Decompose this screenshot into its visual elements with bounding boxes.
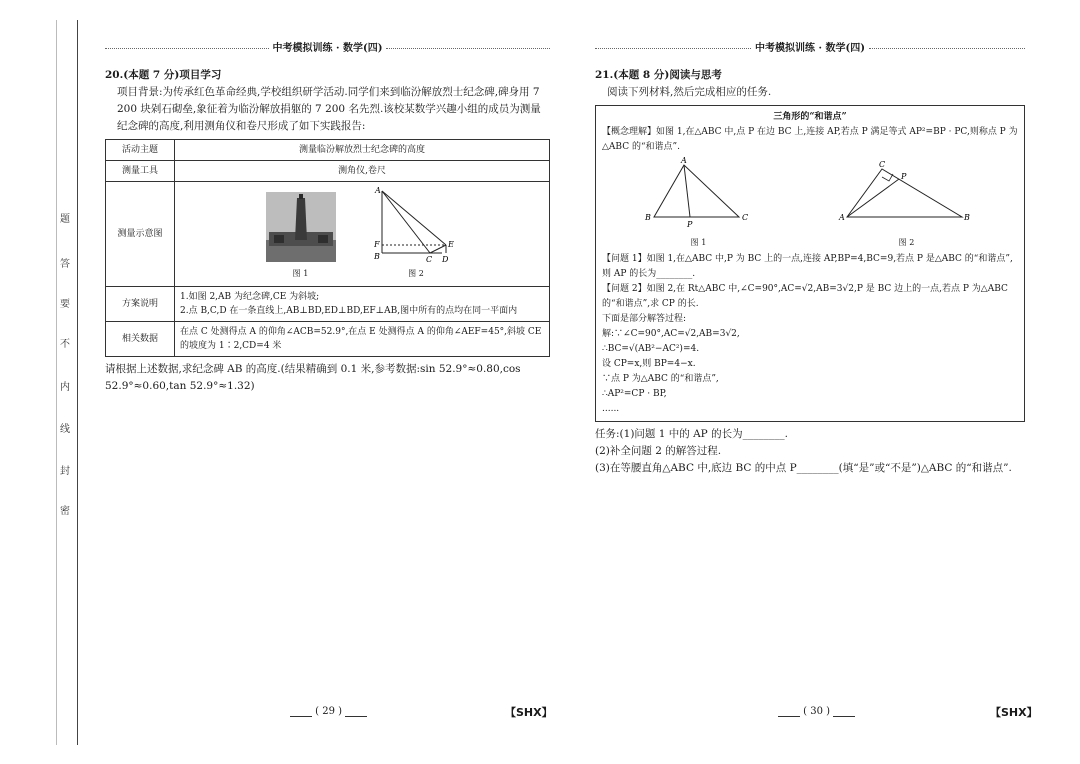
page-header [105,40,550,57]
binding-margin [0,0,80,764]
question-title: 21.(本题 8 分)阅读与思考 [595,69,722,81]
solution-line: ∴BC=√(AB²−AC²)=4. [602,344,700,354]
binding-char: 要 [60,299,70,310]
row-value: 测角仪,卷尺 [175,161,550,182]
binding-char: 内 [60,382,70,393]
table-row [106,140,550,161]
row-label: 方案说明 [106,287,175,322]
solution-line: 下面是部分解答过程: [602,314,687,324]
point-label: P [686,220,692,229]
geometry-figure-1 [644,157,754,229]
question-text: 请根据上述数据,求纪念碑 AB 的高度.(结果精确到 0.1 米,参考数据:sin 52.9°≈0.80,cos 52.9°≈0.60,tan 52.9°≈1.32) [105,363,521,392]
task-1: 任务:(1)问题 1 中的 AP 的长为________. [595,428,788,440]
figure-caption: 图 2 [408,269,424,278]
binding-char: 不 [60,339,70,350]
row-label: 测量示意图 [106,182,175,287]
practice-report-table [105,139,550,357]
solution-line: 解:∵∠C=90°,AC=√2,AB=3√2, [602,329,740,339]
table-row [106,322,550,357]
row-value [175,287,550,322]
figure-caption: 图 1 [690,238,707,247]
point-label: A [838,213,845,222]
geometry-figure-2 [837,157,977,229]
question-intro: 阅读下列材料,然后完成相应的任务. [607,86,772,98]
left-page [105,40,550,395]
reading-material-box [595,105,1025,422]
binding-char: 题 [60,214,70,225]
binding-char: 密 [60,506,70,517]
diagram-cell [175,182,550,287]
figure-1 [266,192,336,281]
right-page [595,40,1025,477]
page-number: 30 [810,706,823,717]
plan-line: 2.点 B,C,D 在一条直线上,AB⊥BD,ED⊥BD,EF⊥AB,图中所有的点均在同一平面内 [180,306,518,316]
figure-caption: 图 1 [292,269,309,278]
point-label: C [741,213,748,222]
plan-line: 1.如图 2,AB 为纪念碑,CE 为斜坡; [180,292,320,302]
point-label: A [680,157,687,165]
solution-line: ∴AP²=CP · BP, [602,389,667,399]
concept-text: 【概念理解】如图 1,在△ABC 中,点 P 在边 BC 上,连接 AP,若点 P 满足等式 AP²=BP · PC,则称点 P 为△ABC 的“和谐点”. [602,127,1018,152]
point-label: D [441,255,448,262]
row-label: 测量工具 [106,161,175,182]
geometry-figure-2 [374,187,459,262]
header-title: 中考模拟训练 · 数学(四) [755,43,865,54]
point-label: E [447,240,454,249]
figure-2 [837,157,977,250]
page-number-left: ( 29 ) [290,706,367,717]
point-label: F [373,240,380,249]
figure-2 [374,187,459,281]
figure-caption: 图 2 [898,238,915,247]
binding-char: 封 [60,466,70,477]
point-label: C [425,255,432,262]
question-title: 20.(本题 7 分)项目学习 [105,69,222,81]
task-3: (3)在等腰直角△ABC 中,底边 BC 的中点 P________(填“是”或“不是”)△ABC 的“和谐点”. [595,462,1012,474]
table-row [106,287,550,322]
problem-1: 【问题 1】如图 1,在△ABC 中,P 为 BC 上的一点,连接 AP,BP=4,BC=9,若点 P 是△ABC 的“和谐点”,则 AP 的长为________. [602,254,1013,279]
problem-2: 【问题 2】如图 2,在 Rt△ABC 中,∠C=90°,AC=√2,AB=3√2,P 是 BC 边上的一点,若点 P 为△ABC 的“和谐点”,求 CP 的长. [602,284,1008,309]
paper-code: 【SHX】 [990,706,1038,719]
row-label: 活动主题 [106,140,175,161]
point-label: C [878,160,885,169]
page-header [595,40,1025,57]
row-value: 测量临汾解放烈士纪念碑的高度 [175,140,550,161]
monument-photo [266,192,336,262]
table-row [106,161,550,182]
header-title: 中考模拟训练 · 数学(四) [272,43,383,54]
row-value: 在点 C 处测得点 A 的仰角∠ACB=52.9°,在点 E 处测得点 A 的仰角∠AEF=45°,斜坡 CE 的坡度为 1∶2,CD=4 米 [175,322,550,357]
point-label: B [644,213,651,222]
row-label: 相关数据 [106,322,175,357]
project-background: 项目背景:为传承红色革命经典,学校组织研学活动.同学们来到临汾解放烈士纪念碑,碑身用 7 200 块剁石砌垒,象征着为临汾解放捐躯的 7 200 名先烈.该校某数学兴趣小组的成员为测量纪念碑的高度,利用测角仪和卷尺形成了如下实践报告: [117,86,541,132]
solution-line: ∵点 P 为△ABC 的“和谐点”, [602,374,719,384]
binding-line [77,20,78,745]
point-label: B [963,213,970,222]
point-label: P [900,172,906,181]
point-label: B [373,252,380,261]
binding-line-inner [56,20,57,745]
page-number-right: ( 30 ) [778,706,855,717]
paper-code: 【SHX】 [505,706,553,719]
box-title: 三角形的“和谐点” [773,112,847,122]
binding-char: 答 [60,259,70,270]
point-label: A [374,187,381,195]
solution-line: 设 CP=x,则 BP=4−x. [602,359,696,369]
binding-char: 线 [60,424,70,435]
page-number: 29 [322,706,335,717]
solution-line: ...... [602,404,620,414]
table-row [106,182,550,287]
figure-1 [644,157,754,250]
task-2: (2)补全问题 2 的解答过程. [595,445,722,457]
